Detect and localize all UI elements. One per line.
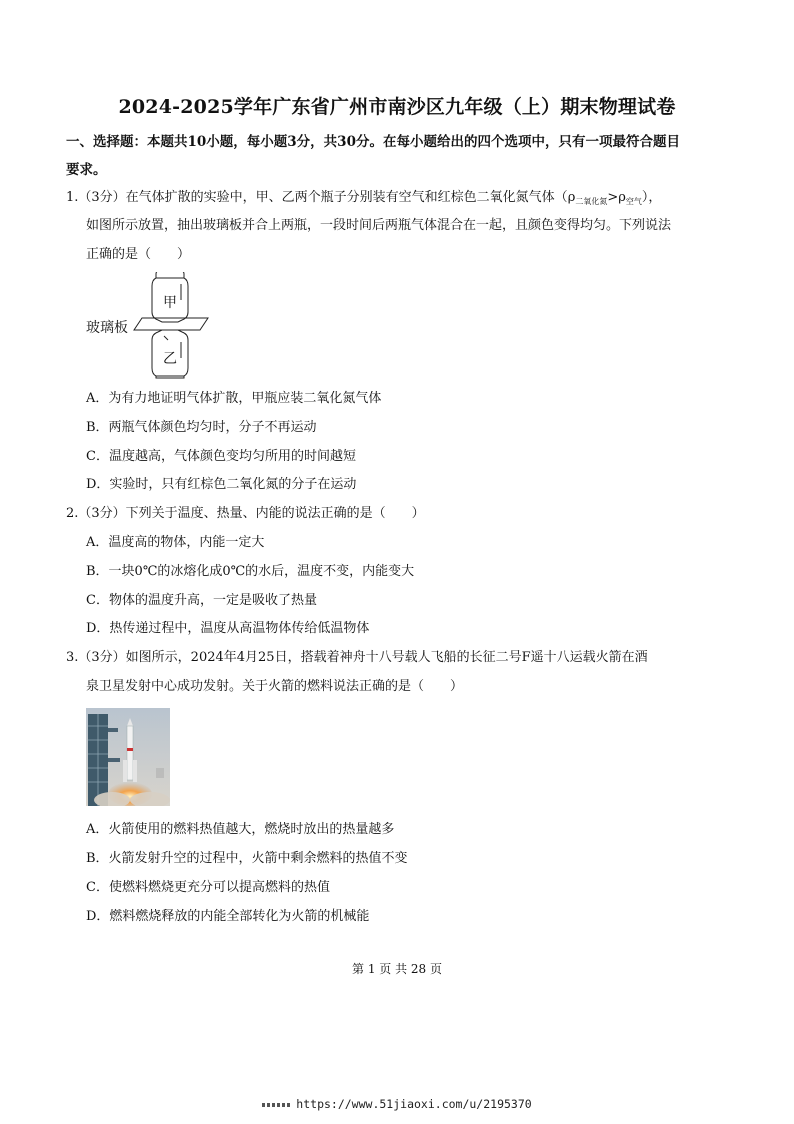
q3-option-b: B．火箭发射升空的过程中，火箭中剩余燃料的热值不变 <box>86 851 408 866</box>
glass-plate-shape <box>134 318 208 330</box>
jar-top-label: 甲 <box>163 295 177 311</box>
page-number-footer: 第 1 页 共 28 页 <box>352 962 442 976</box>
density-subscript-air: 空气 <box>625 197 642 206</box>
q2-stem: 2.（3分）下列关于温度、热量、内能的说法正确的是（ ） <box>66 506 425 521</box>
q1-option-c: C．温度越高，气体颜色变均匀所用的时间越短 <box>86 449 356 464</box>
q2-option-d: D．热传递过程中，温度从高温物体传给低温物体 <box>86 621 370 636</box>
q3-option-a: A．火箭使用的燃料热值越大，燃烧时放出的热量越多 <box>86 822 395 837</box>
page-title: 2024-2025学年广东省广州市南沙区九年级（上）期末物理试卷 <box>118 96 676 118</box>
section-heading-line-2: 要求。 <box>66 162 107 178</box>
q3-option-d: D．燃料燃烧释放的内能全部转化为火箭的机械能 <box>86 909 370 924</box>
q3-stem-line-1: 3.（3分）如图所示，2024年4月25日，搭载着神舟十八号载人飞船的长征二号F遥十八运载火箭在酒 <box>66 650 648 665</box>
greater-than-sign: > <box>607 190 619 205</box>
watermark-url[interactable]: https://www.51jiaoxi.com/u/2195370 <box>296 1097 532 1111</box>
q1-option-b: B．两瓶气体颜色均匀时，分子不再运动 <box>86 420 317 435</box>
q1-stem-line-1 <box>66 188 661 212</box>
watermark-dots-icon <box>262 1103 292 1107</box>
jar-bottom-mark <box>164 336 168 340</box>
q3-option-c: C．使燃料燃烧更充分可以提高燃料的热值 <box>86 880 330 895</box>
density-rho-1: ρ <box>567 190 576 205</box>
section-heading-line-1: 一、选择题：本题共10小题，每小题3分，共30分。在每小题给出的四个选项中，只有一项最符合题目 <box>66 134 680 150</box>
watermark <box>0 1097 794 1111</box>
glass-plate-label: 玻璃板 <box>86 320 128 336</box>
q2-option-c: C．物体的温度升高，一定是吸收了热量 <box>86 593 317 608</box>
q1-option-a: A．为有力地证明气体扩散，甲瓶应装二氧化氮气体 <box>86 391 382 406</box>
density-rho-2: ρ <box>618 190 626 205</box>
q1-stem-text-b: ）， <box>641 190 662 205</box>
density-subscript-no2: 二氧化氮 <box>575 197 608 206</box>
q2-option-b: B．一块0℃的冰熔化成0℃的水后，温度不变，内能变大 <box>86 564 415 579</box>
q2-option-a: A．温度高的物体，内能一定大 <box>86 535 265 550</box>
section-heading <box>66 128 706 184</box>
jar-bottom-label: 乙 <box>163 351 177 367</box>
q1-stem-text-a: 1.（3分）在气体扩散的实验中，甲、乙两个瓶子分别装有空气和红棕色二氧化氮气体（ <box>66 190 568 205</box>
q1-stem-line-3: 正确的是（ ） <box>86 247 191 262</box>
q3-stem-line-2: 泉卫星发射中心成功发射。关于火箭的燃料说法正确的是（ ） <box>86 679 464 694</box>
rocket-launch-photo <box>86 708 170 806</box>
q1-option-d: D．实验时，只有红棕色二氧化氮的分子在运动 <box>86 477 357 492</box>
q1-stem-line-2: 如图所示放置，抽出玻璃板并合上两瓶，一段时间后两瓶气体混合在一起，且颜色变得均匀。下列说法 <box>86 218 672 233</box>
